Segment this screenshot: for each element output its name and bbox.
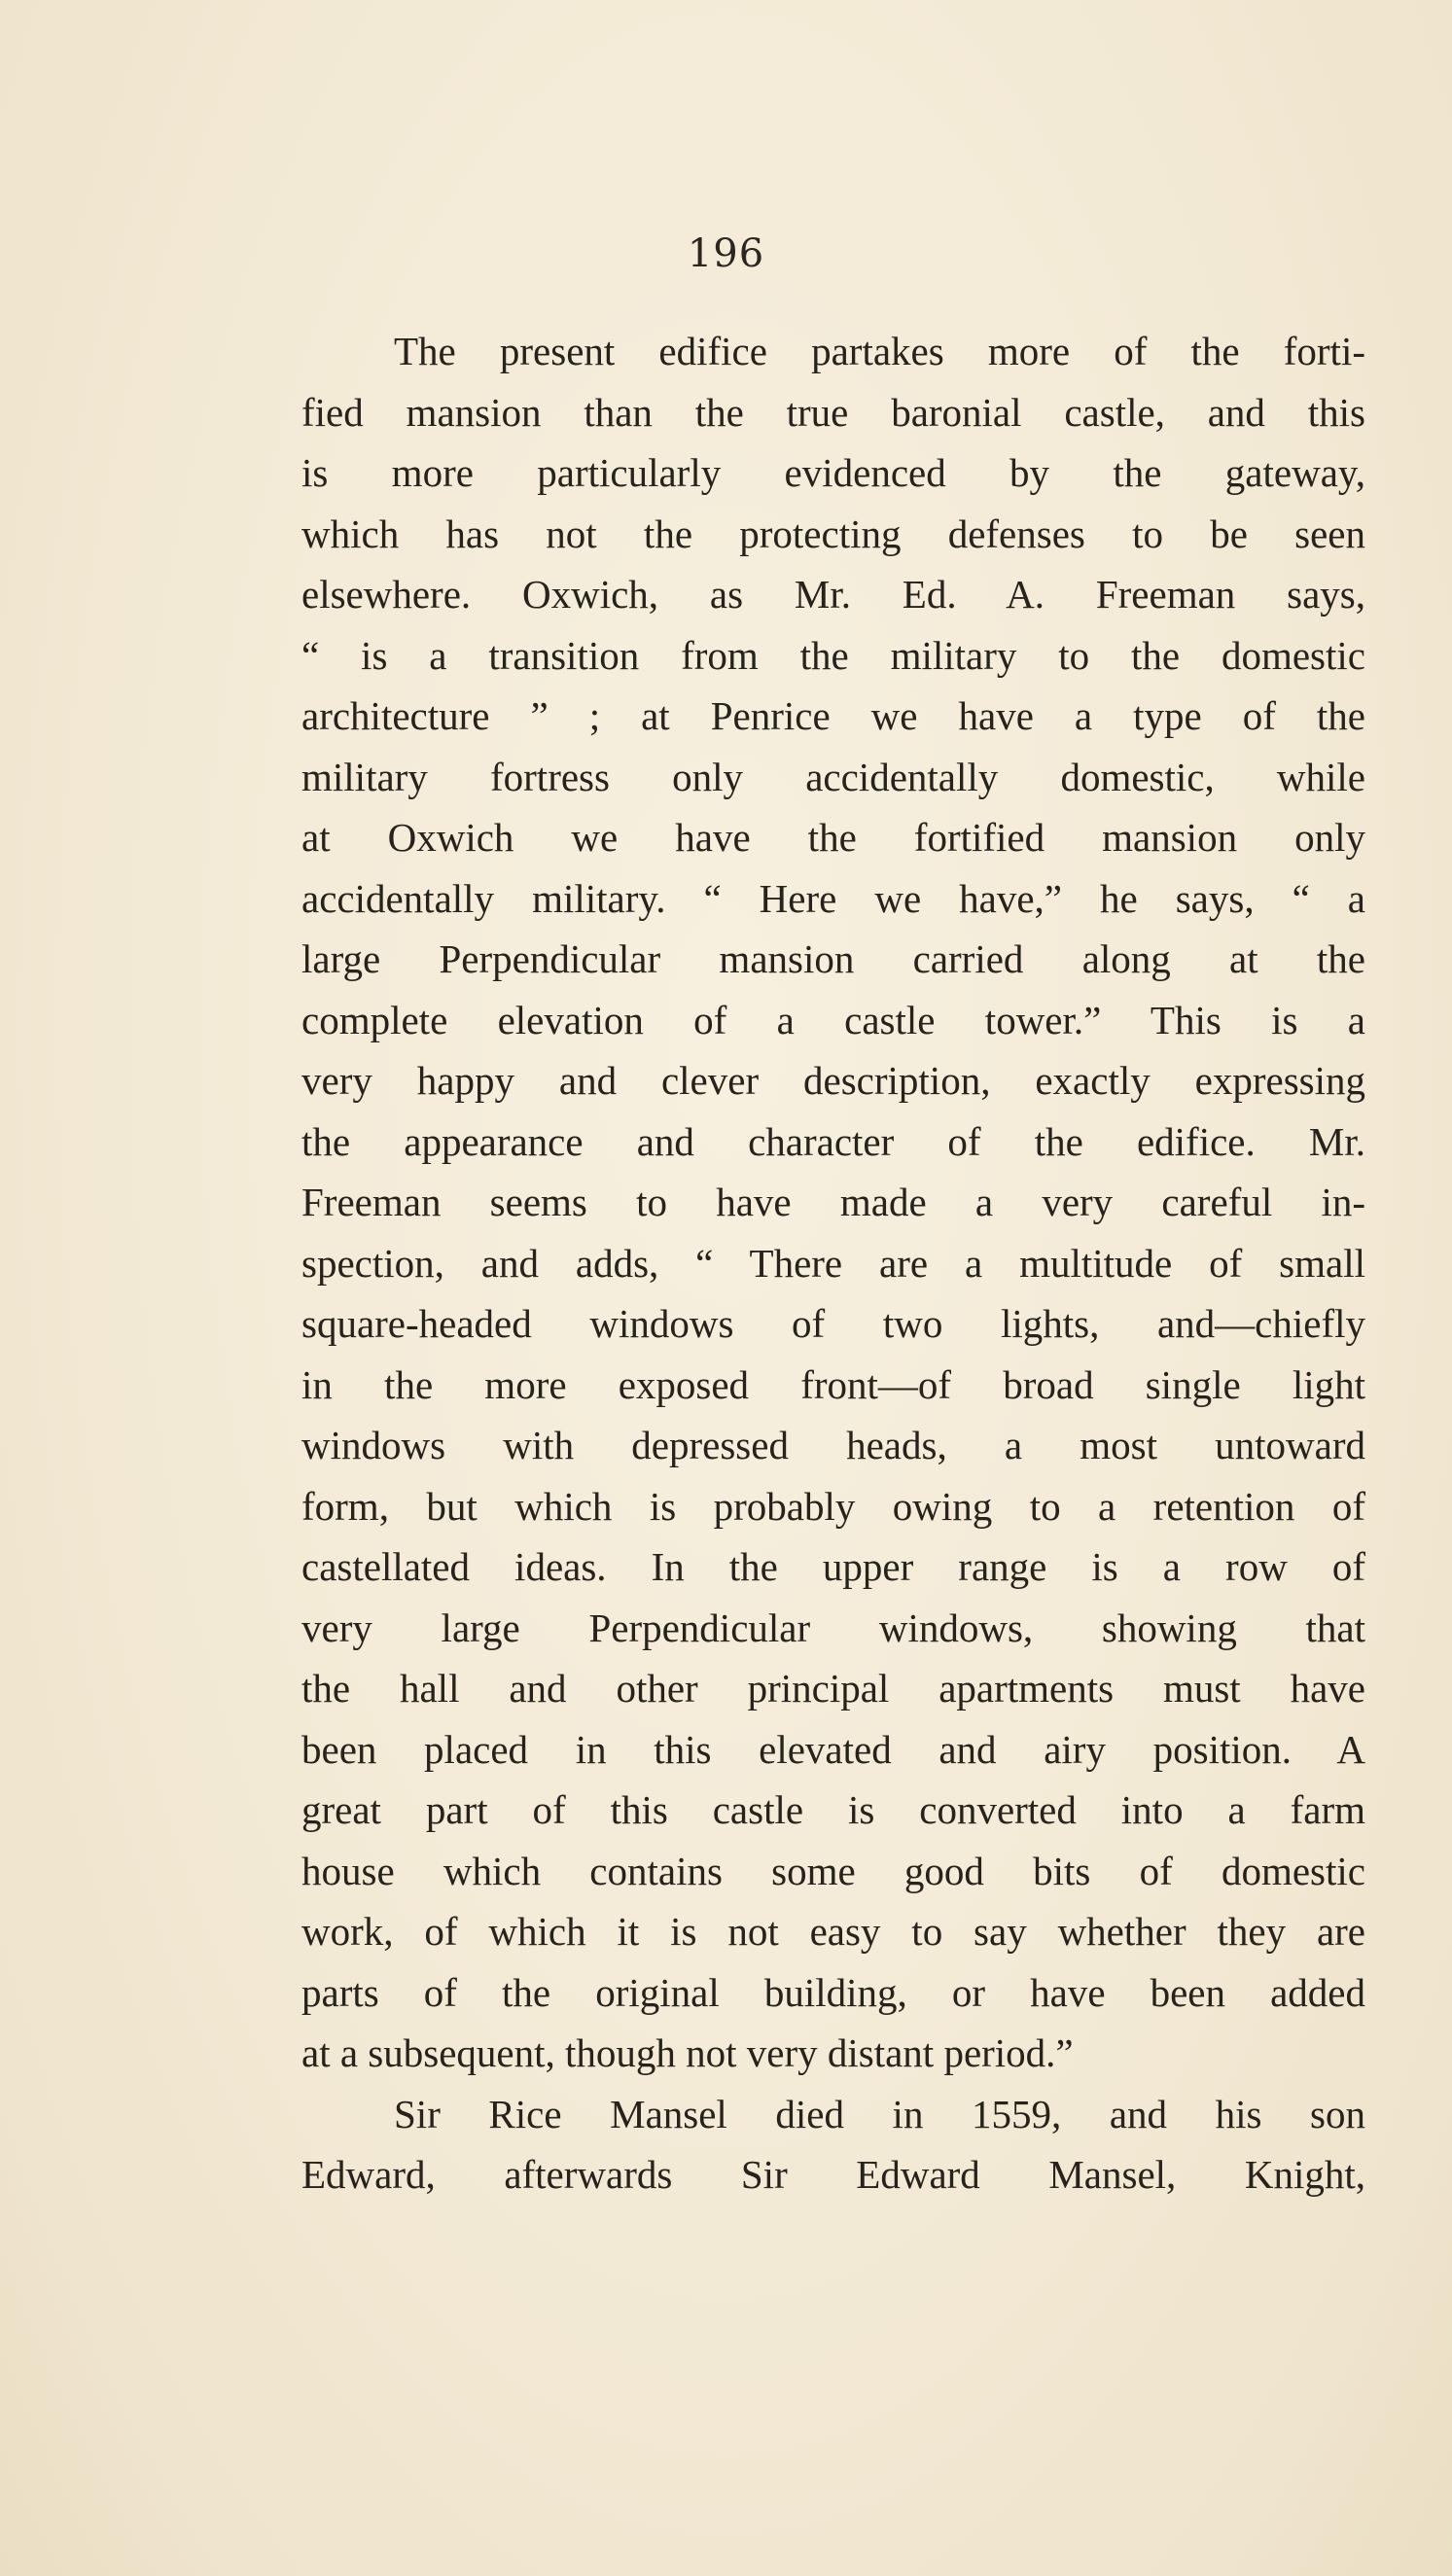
text-line: the hall and other principal apartments must have (301, 1666, 1365, 1711)
body-text (301, 321, 1365, 2205)
text-line: parts of the original building, or have been added (301, 1969, 1365, 2015)
text-line: elsewhere. Oxwich, as Mr. Ed. A. Freeman says, (301, 572, 1365, 617)
text-line: very large Perpendicular windows, showing that (301, 1605, 1365, 1650)
text-line: large Perpendicular mansion carried along at the (301, 936, 1365, 981)
text-line: is more particularly evidenced by the gateway, (301, 450, 1365, 495)
text-line: the appearance and character of the edifice. Mr. (301, 1118, 1365, 1164)
text-line: complete elevation of a castle tower.” This is a (301, 997, 1365, 1042)
text-line: square-headed windows of two lights, and—chiefly (301, 1301, 1365, 1346)
text-line: military fortress only accidentally domestic, while (301, 754, 1365, 799)
text-line: Edward, afterwards Sir Edward Mansel, Knight, (301, 2152, 1365, 2197)
text-line: castellated ideas. In the upper range is a row of (301, 1544, 1365, 1589)
text-line: The present edifice partakes more of the forti- (394, 329, 1365, 373)
text-line: fied mansion than the true baronial castle, and this (301, 389, 1365, 435)
text-line: spection, and adds, “ There are a multitude of small (301, 1240, 1365, 1286)
text-line: accidentally military. “ Here we have,” he says, “ a (301, 875, 1365, 921)
text-line: Freeman seems to have made a very careful in- (301, 1180, 1365, 1224)
text-line: in the more exposed front—of broad single light (301, 1361, 1365, 1407)
text-line: architecture ” ; at Penrice we have a type of the (301, 693, 1365, 738)
page-number: 196 (687, 231, 765, 276)
text-line: house which contains some good bits of domestic (301, 1848, 1365, 1893)
text-line: windows with depressed heads, a most untoward (301, 1423, 1365, 1467)
text-line: been placed in this elevated and airy position. A (301, 1726, 1365, 1772)
text-line: form, but which is probably owing to a retention of (301, 1483, 1365, 1529)
text-line: great part of this castle is converted into a farm (301, 1787, 1365, 1832)
text-line: Sir Rice Mansel died in 1559, and his son (394, 2091, 1365, 2136)
text-line: very happy and clever description, exactly expressing (301, 1058, 1365, 1103)
text-line: at Oxwich we have the fortified mansion only (301, 815, 1365, 860)
text-line: work, of which it is not easy to say whether they are (301, 1909, 1365, 1954)
text-line: at a subsequent, though not very distant period.” (301, 2030, 1074, 2075)
text-line: which has not the protecting defenses to be seen (301, 511, 1365, 556)
text-line: “ is a transition from the military to the domestic (301, 632, 1365, 678)
